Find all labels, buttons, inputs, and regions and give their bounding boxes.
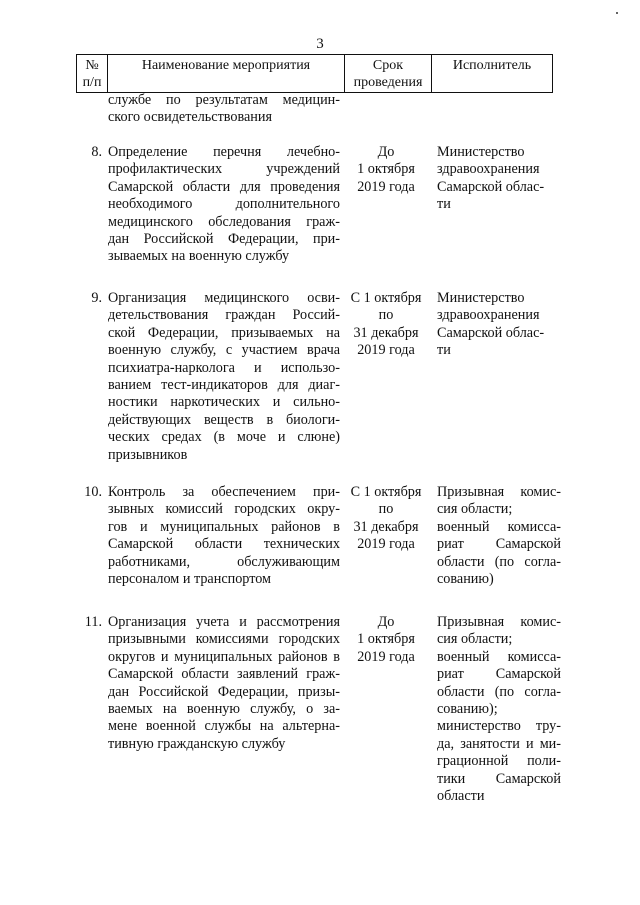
text-line: тики Самарской [437,770,561,787]
text-line: дан Российской Федерации, призы- [108,683,340,700]
header-num-cell [77,55,108,93]
row-executor [437,290,561,360]
continuation-text [108,92,340,127]
text-line: 2019 года [357,648,415,665]
text-line: С 1 октября [350,290,422,306]
text-line: ваемых на военную службу, о за- [108,701,340,718]
text-line: риат Самарской [437,666,561,683]
text-line: необходимого дополнительного [108,196,340,213]
text-line: психиатра-нарколога и использо- [108,359,340,376]
text-line: мене военной службы на альтерна- [108,718,340,735]
text-line: 1 октября [357,161,415,178]
header-term-line: Срок [372,58,404,73]
text-line: гов и муниципальных районов в [108,518,340,535]
text-line: Министерство [437,290,525,306]
text-line: риат Самарской [437,536,561,553]
text-line: призывников [108,446,188,463]
text-line: Самарской облас- [437,178,545,195]
header-name-cell: Наименование мероприятия [108,55,345,93]
text-line: ской Федерации, призываемых на [108,324,340,341]
text-line: Определение перечня лечебно- [108,144,340,160]
text-line: Призывная комис- [437,484,561,500]
row-executor [437,614,561,805]
row-name [108,144,340,266]
text-line: Контроль за обеспечением при- [108,484,340,500]
text-line: службе по результатам медицин- [108,92,340,108]
text-line: медицинского обследования граж- [108,213,340,230]
row-executor [437,484,561,588]
text-line: ти [437,196,451,213]
row-term [344,614,428,666]
text-line: действующих веществ в биологи- [108,411,340,428]
text-line: До [377,144,395,160]
text-line: здравоохранения [437,161,540,178]
text-line: призывными комиссиями городских [108,631,340,648]
row-term [344,144,428,196]
text-line: 2019 года [357,342,415,359]
text-line: 31 декабря [353,518,419,535]
text-line: С 1 октября [350,484,422,500]
header-executor-cell: Исполнитель [432,55,553,93]
text-line: военный комисса- [437,648,561,665]
text-line: ского освидетельствования [108,109,272,126]
header-num-line: п/п [82,75,102,90]
row-executor [437,144,561,214]
row-name [108,614,340,753]
text-line: министерство тру- [437,718,561,735]
text-line: ностики наркотических и сильно- [108,394,340,411]
corner-mark [616,12,618,14]
text-line: детельствования граждан Россий- [108,307,340,324]
text-line: области (по согла- [437,553,561,570]
text-line: по [378,307,394,324]
table-header [76,54,553,93]
text-line: Самарской области технических [108,536,340,553]
text-line: профилактических учреждений [108,161,340,178]
text-line: сия области; [437,631,513,648]
page-number: 3 [316,36,324,52]
text-line: 2019 года [357,178,415,195]
text-line: До [377,614,395,630]
row-number: 11. [84,614,102,630]
text-line: сованию); [437,701,498,718]
text-line: здравоохранения [437,307,540,324]
header-term-line: проведения [353,75,423,90]
text-line: зываемых на военную службу [108,248,290,265]
text-line: ти [437,342,451,359]
text-line: тивную гражданскую службу [108,735,286,752]
text-line: сия области; [437,501,513,518]
text-line: да, занятости и ми- [437,735,561,752]
text-line: ванием тест-индикаторов для диаг- [108,377,340,394]
text-line: 2019 года [357,536,415,553]
text-line: области [437,788,485,805]
text-line: военную службу, с участием врача [108,342,340,359]
text-line: по [378,501,394,518]
text-line: Организация учета и рассмотрения [108,614,340,630]
text-line: округов и муниципальных районов в [108,648,340,665]
text-line: зывных комиссий городских окру- [108,501,340,518]
text-line: грационной поли- [437,753,561,770]
text-line: Самарской области для проведения [108,178,340,195]
row-number: 9. [91,290,102,306]
row-term [344,290,428,360]
header-num-line: № [85,58,99,73]
text-line: Министерство [437,144,525,160]
text-line: 31 декабря [353,324,419,341]
text-line: сованию) [437,571,494,588]
text-line: дан Российской Федерации, при- [108,231,340,248]
text-line: области (по согла- [437,683,561,700]
text-line: военный комисса- [437,518,561,535]
text-line: Организация медицинского осви- [108,290,340,306]
row-number: 8. [91,144,102,160]
text-line: 1 октября [357,631,415,648]
text-line: Самарской облас- [437,324,545,341]
text-line: работниками, обслуживающим [108,553,340,570]
row-name [108,290,340,464]
text-line: ческих средах (в моче и слюне) [108,429,340,446]
row-number: 10. [84,484,102,500]
row-term [344,484,428,554]
header-term-cell [345,55,432,93]
text-line: Самарской области заявлений граж- [108,666,340,683]
row-name [108,484,340,588]
text-line: персоналом и транспортом [108,571,272,588]
text-line: Призывная комис- [437,614,561,630]
